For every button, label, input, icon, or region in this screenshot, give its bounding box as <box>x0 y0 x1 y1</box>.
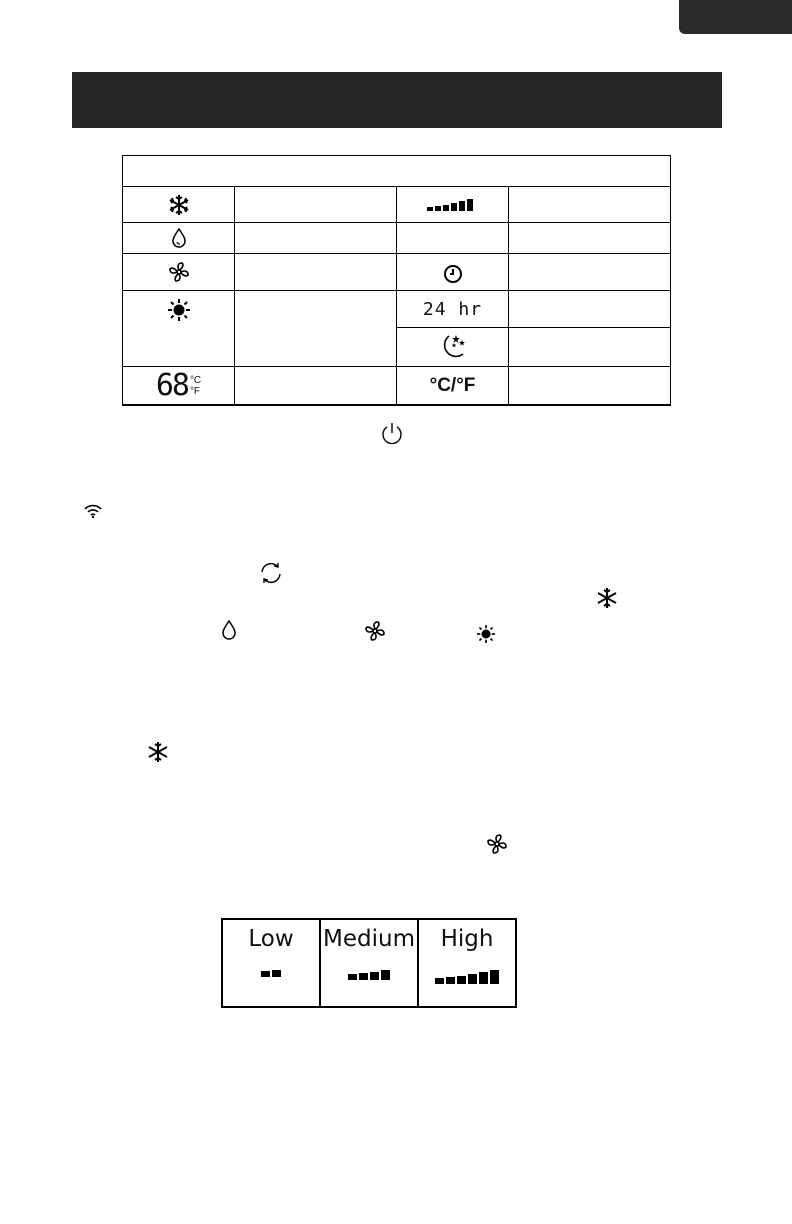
speed-label: Low <box>248 926 294 952</box>
speed-bar <box>359 973 368 980</box>
snowflake-label <box>235 187 397 223</box>
snowflake-icon <box>147 741 169 763</box>
clock-icon <box>397 254 509 291</box>
speed-bar <box>370 972 379 980</box>
timer-label <box>509 254 671 291</box>
speed-bar <box>261 971 270 977</box>
sun-icon <box>477 625 495 643</box>
section-tab <box>679 0 792 34</box>
sleep-moon-icon <box>397 328 509 367</box>
speed-bar <box>457 976 466 984</box>
fan-icon <box>486 833 508 855</box>
fan-icon <box>364 620 386 642</box>
speed-bar <box>272 970 281 977</box>
speed-bar <box>381 970 390 980</box>
unit-label <box>509 367 671 406</box>
24hr-label <box>509 291 671 328</box>
speed-bars <box>321 970 417 980</box>
fan-label <box>235 254 397 291</box>
speed-bar <box>446 977 455 984</box>
display-icon-table <box>122 155 671 406</box>
speed-high <box>419 920 515 1006</box>
sleep-label <box>509 328 671 367</box>
sun-icon <box>123 291 235 367</box>
fan-icon <box>123 254 235 291</box>
speed-bars <box>419 970 515 984</box>
mode-cycle-icon <box>257 560 285 586</box>
snowflake-icon <box>123 187 235 223</box>
empty-cell <box>397 223 509 254</box>
speed-label: Medium <box>323 926 415 952</box>
24hr-icon: 24 hr <box>397 291 509 328</box>
speed-bar <box>479 972 488 984</box>
water-drop-icon <box>123 223 235 254</box>
speed-low <box>223 920 321 1006</box>
fan-speed-bars-icon <box>397 187 509 223</box>
speed-medium <box>321 920 419 1006</box>
snowflake-icon <box>596 587 618 609</box>
temperature-readout: 68 °C °F <box>123 367 235 406</box>
heat-label <box>235 291 397 367</box>
table-header <box>123 156 671 187</box>
water-drop-icon <box>221 620 237 640</box>
speed-bars <box>223 970 319 977</box>
power-icon <box>380 421 404 447</box>
speed-bar <box>348 974 357 980</box>
speed-label: High <box>440 926 494 952</box>
speed-bar <box>435 978 444 984</box>
speed-bar <box>468 974 477 984</box>
celsius-fahrenheit-icon: °C/°F <box>397 367 509 406</box>
fan-speed-panel <box>221 918 517 1008</box>
empty-cell <box>509 223 671 254</box>
wifi-icon <box>83 503 103 519</box>
dehumidify-label <box>235 223 397 254</box>
fan-speed-label <box>509 187 671 223</box>
temperature-label <box>235 367 397 406</box>
section-banner <box>72 72 722 128</box>
speed-bar <box>490 970 499 984</box>
